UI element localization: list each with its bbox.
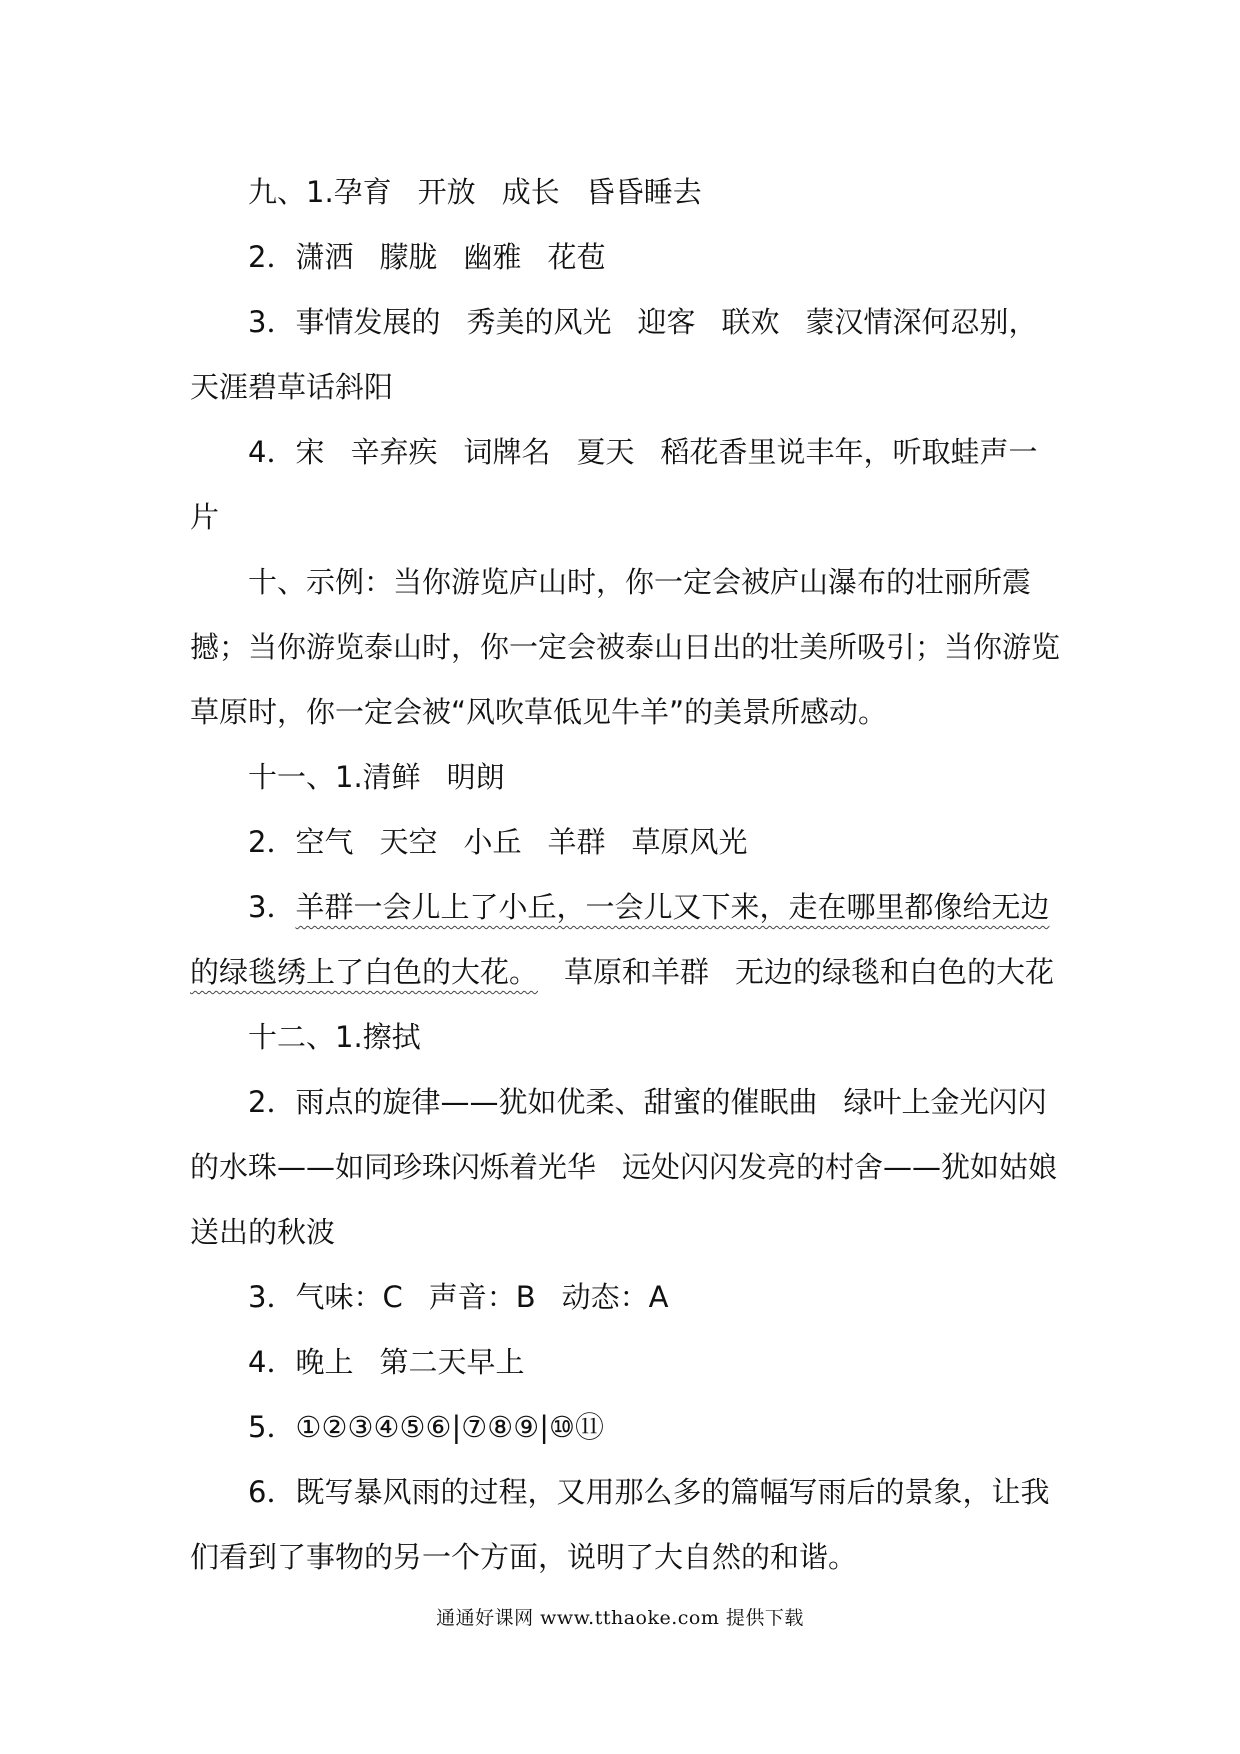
answer-segment: 九、1.孕育 [248,175,392,209]
answer-segment: 夏天 [576,435,635,469]
answer-segment: 十二、1.擦拭 [248,1020,421,1054]
answer-segment: 词牌名 [463,435,551,469]
answer-segment: 羊群 [547,825,606,859]
answer-segment: 无边的绿毯和白色的大花 [735,955,1055,989]
answer-line-q12-2 [190,1070,1060,1265]
answer-line-q12-1 [190,1005,1060,1070]
answer-segment: 联欢 [721,305,780,339]
answer-segment: 2．空气 [248,825,354,859]
answer-segment: 草原和羊群 [564,955,710,989]
answer-line-q11-2 [190,810,1060,875]
answer-segment: 6．既写暴风雨的过程，又用那么多的篇幅写雨后的景象，让我们看到了事物的另一个方面，说明了大自然的和谐。 [190,1475,1050,1574]
answer-line-q12-3 [190,1265,1060,1330]
answer-segment: 3．气味：C [248,1280,403,1314]
answer-segment: 朦胧 [379,240,438,274]
answer-segment: 幽雅 [463,240,522,274]
answer-segment: 秀美的风光 [466,305,612,339]
answer-segment: 绿叶上金光闪闪的水珠——如同珍珠闪烁着光华 [190,1085,1047,1184]
answer-prefix: 3． [248,890,296,924]
answer-segment: 成长 [501,175,560,209]
answer-segment: 蒙汉情深何忍别，天涯碧草话斜阳 [190,305,1038,404]
answer-segment: 明朗 [446,760,505,794]
answer-line-q10 [190,550,1060,745]
answer-segment: 稻花香里说丰年，听取蛙声一片 [190,435,1038,534]
answer-segment: 草原风光 [631,825,748,859]
answer-segment: 迎客 [637,305,696,339]
answer-segment: 小丘 [463,825,522,859]
answer-segment: 3．事情发展的 [248,305,441,339]
answer-segment: 天空 [379,825,438,859]
answer-line-q12-6 [190,1460,1060,1590]
answer-line-q12-4 [190,1330,1060,1395]
underlined-quote: 羊群一会儿上了小丘，一会儿又下来，走在哪里都像给无边的绿毯绣上了白色的大花。 [190,890,1050,989]
answer-segment: 4．晚上 [248,1345,354,1379]
answer-line-q11-3 [190,875,1060,1005]
answer-line-q9-2 [190,225,1060,290]
answer-line-q9-3 [190,290,1060,420]
answer-segment: 十一、1.清鲜 [248,760,421,794]
answer-segment: 昏昏睡去 [585,175,702,209]
answer-line-q9-4 [190,420,1060,550]
answer-line-q12-5 [190,1395,1060,1460]
answer-segment: 远处闪闪发亮的村舍——犹如姑娘送出的秋波 [190,1150,1058,1249]
answer-segment: 花苞 [547,240,606,274]
answer-segment: 5．①②③④⑤⑥|⑦⑧⑨|⑩⑪ [248,1410,604,1444]
answer-text [190,160,1060,1590]
answer-segment: 4．宋 [248,435,325,469]
answer-segment: 2．雨点的旋律——犹如优柔、甜蜜的催眠曲 [248,1085,818,1119]
answer-segment: 辛弃疾 [350,435,438,469]
answer-segment: 声音：B [428,1280,536,1314]
answer-segment: 动态：A [561,1280,669,1314]
answer-segment: 十、示例：当你游览庐山时，你一定会被庐山瀑布的壮丽所震撼；当你游览泰山时，你一定会被泰山日出的壮美所吸引；当你游览草原时，你一定会被“风吹草低见牛羊”的美景所感动。 [190,565,1061,729]
answer-segment: 2．潇洒 [248,240,354,274]
answer-segment: 开放 [417,175,476,209]
answer-line-q11-1 [190,745,1060,810]
page-footer: 通通好课网 www.tthaoke.com 提供下载 [436,1607,804,1629]
answer-segment: 第二天早上 [379,1345,525,1379]
answer-line-q9-1 [190,160,1060,225]
